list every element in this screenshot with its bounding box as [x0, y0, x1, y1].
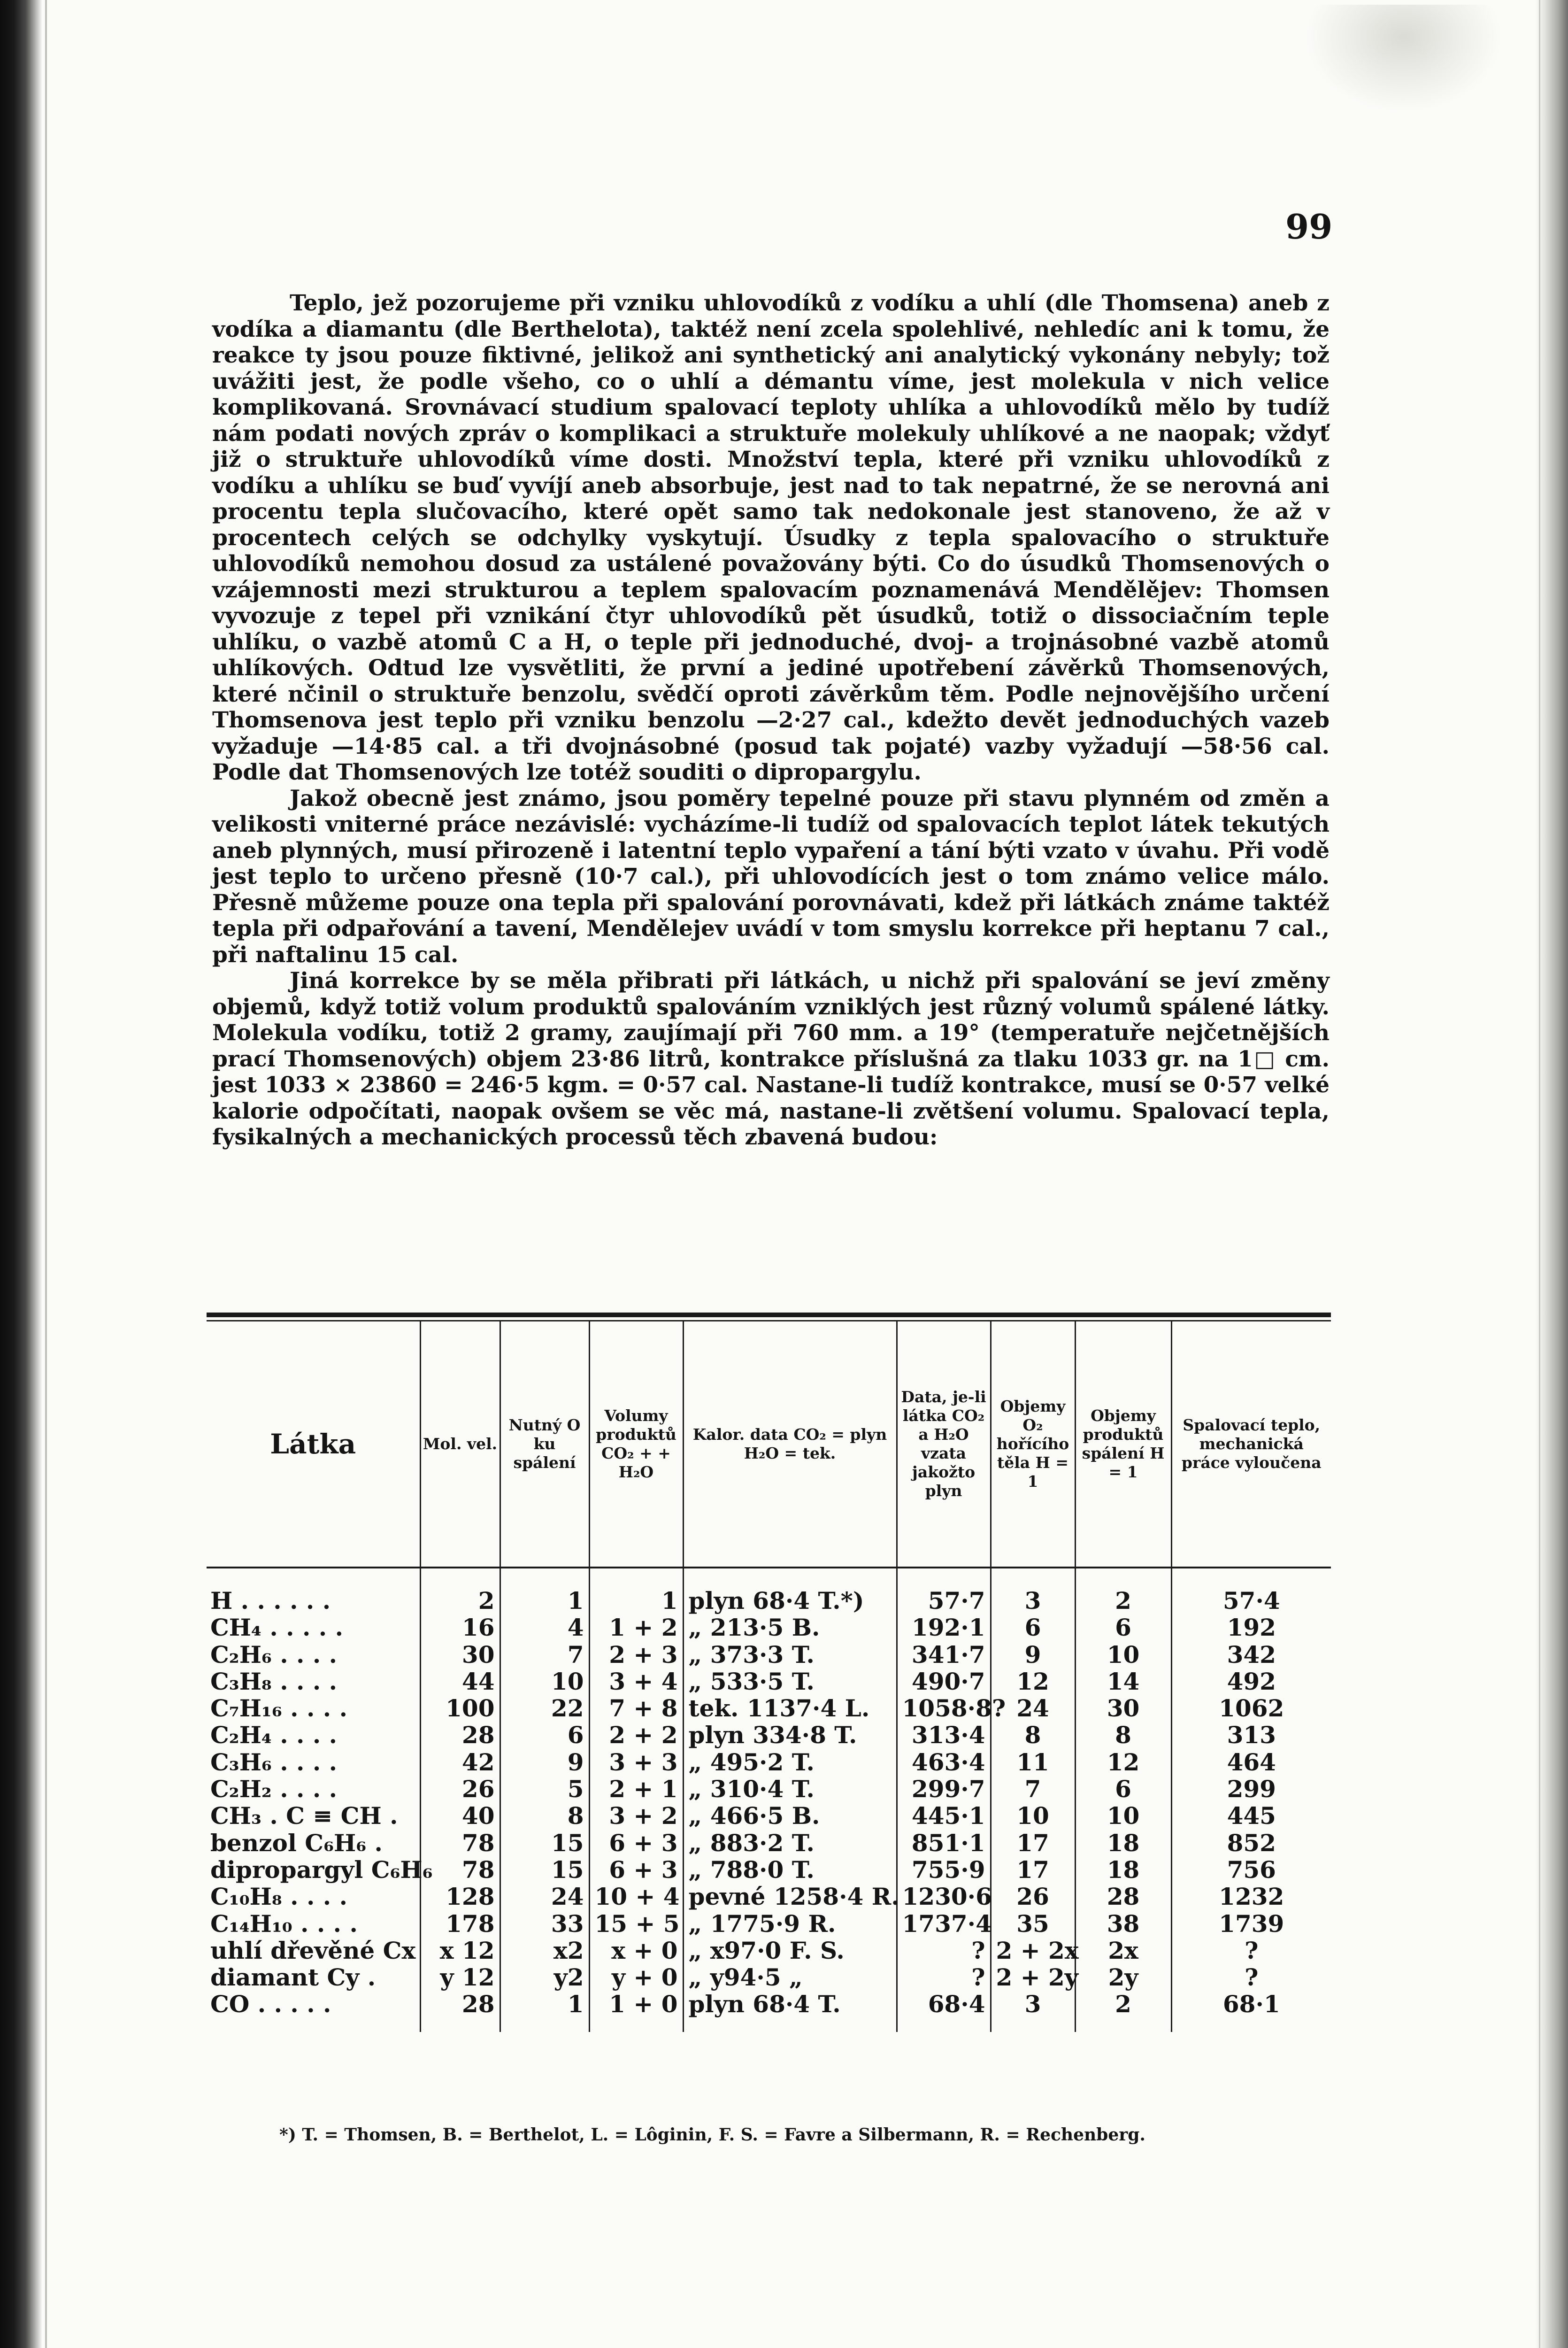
header-objemy-o2: Objemy O₂ hořícího těla H = 1 [991, 1321, 1075, 1568]
cell-zdroj: T. [792, 1748, 815, 1776]
cell-kalor-value: 68·4 [753, 1587, 810, 1614]
cell-spal: 1062 [1171, 1695, 1331, 1722]
cell-mol: 28 [420, 1991, 500, 2031]
table-row [207, 1856, 1331, 1883]
cell-latka: H . . . . . . [210, 1587, 331, 1614]
footnote: *) T. = Thomsen, B. = Berthelot, L. = Lôginin, F. S. = Favre a Silbermann, R. = Rechenberg. [279, 2125, 1145, 2145]
cell-vol: y + 0 [589, 1964, 683, 1991]
header-latka: Látka [270, 1428, 356, 1460]
cell-plyn: 57·7 [897, 1568, 991, 1614]
cell-spal: 313 [1171, 1722, 1331, 1748]
cell-prod: 10 [1075, 1802, 1171, 1829]
cell-spal: 342 [1171, 1641, 1331, 1668]
scan-binding-shadow [0, 0, 42, 2348]
table-row [207, 1883, 1331, 1910]
header-spalovaci-teplo: Spalovací teplo, mechanická práce vyloučena [1171, 1321, 1331, 1568]
cell-kalor [683, 1802, 897, 1829]
cell-zdroj: T. [792, 1829, 815, 1857]
cell-kalor-value: 373·3 [710, 1640, 784, 1668]
cell-latka: C₂H₄ . . . . [210, 1721, 338, 1749]
cell-zdroj: T.*) [818, 1587, 864, 1614]
paragraph-thomsen-berthelot: Teplo, jež pozorujeme při vzniku uhlovodíků z vodíku a uhlí (dle Thomsena) aneb z vodíka a diamantu (dle Berthelota), taktéž není zcela spolehlivé, nehledíc ani k tomu, že reakce ty jsou pouze fiktivné, jelikož ani synthetický ani analytický vykonány nebyly; tož uvážiti jest, že podle všeho, co o uhlí a démantu víme, jest molekula v nich velice komplikovaná. Srovnávací studium spalovací teploty uhlíka a uhlovodíků mělo by tudíž nám podati nových zpráv o komplikaci a struktuře molekuly uhlíkové a ne naopak; vždyť již o struktuře uhlovodíků víme dosti. Množství tepla, které při vzniku uhlovodíků z vodíku a uhlíku se buď vyvíjí aneb absorbuje, jest nad to tak nepatrné, že se nerovná ani procentu tepla slučovacího, které opět samo tak nedokonale jest stanoveno, že až v procentech celých se odchylky vyskytují. Úsudky z tepla spalovacího o struktuře uhlovodíků nemohou dosud za ustálené považovány býti. Co do úsudků Thomsenových o vzájemnosti mezi strukturou a teplem spalovacím poznamenává Mendělějev: Thomsen vyvozuje z tepel při vznikání čtyr uhlovodíků pět úsudků, totiž o dissociačním teple uhlíku, o vazbě atomů C a H, o teple při jednoduché, dvoj- a trojnásobné vazbě atomů uhlíkových. Odtud lze vysvětliti, že první a jediné upotřebení závěrků Thomsenových, které nčinil o struktuře benzolu, svědčí oproti závěrkům těm. Podle nejnovějšího určení Thomsenova jest teplo při vzniku benzolu —2·27 cal., kdežto devět jednoduchých vazeb vyžaduje —14·85 cal. a tři dvojnásobné (posud tak pojaté) vazby vyžadují —58·56 cal. Podle dat Thomsenových lze totéž souditi o dipropargylu. [212, 290, 1330, 785]
cell-vol: 2 + 2 [589, 1722, 683, 1748]
cell-kalor-value: x97·0 [710, 1936, 782, 1964]
header-kalor-data: Kalor. data CO₂ = plyn H₂O = tek. [683, 1321, 897, 1568]
cell-kalor [683, 1695, 897, 1722]
cell-plyn: 192·1 [897, 1614, 991, 1641]
table-row [207, 1668, 1331, 1695]
cell-zdroj: T. [834, 1721, 857, 1749]
cell-stav: pevné [688, 1883, 766, 1911]
cell-o2: 7 [991, 1776, 1075, 1802]
data-table [207, 1321, 1331, 2032]
cell-mol: 40 [420, 1802, 500, 1829]
cell-spal: 68·1 [1171, 1991, 1331, 2031]
cell-mol: 26 [420, 1776, 500, 1802]
cell-plyn: 299·7 [897, 1776, 991, 1802]
cell-o: 24 [500, 1883, 589, 1910]
table-row [207, 1802, 1331, 1829]
cell-mol: 30 [420, 1641, 500, 1668]
cell-plyn: 755·9 [897, 1856, 991, 1883]
header-data-plyn: Data, je-li látka CO₂ a H₂O vzata jakožto plyn [897, 1321, 991, 1568]
cell-mol: 128 [420, 1883, 500, 1910]
cell-o2: 3 [991, 1991, 1075, 2031]
cell-latka: diamant Cy . [210, 1963, 376, 1992]
cell-zdroj: T. [792, 1775, 815, 1803]
cell-vol: x + 0 [589, 1937, 683, 1964]
cell-o2: 6 [991, 1614, 1075, 1641]
cell-latka: uhlí dřevěné Cx [210, 1936, 416, 1964]
cell-plyn: 1230·6 [897, 1883, 991, 1910]
cell-mol: x 12 [420, 1937, 500, 1964]
table-body [207, 1568, 1331, 2032]
cell-prod: 28 [1075, 1883, 1171, 1910]
cell-prod: 18 [1075, 1830, 1171, 1856]
cell-zdroj: T. [818, 1990, 841, 2018]
header-volumy-produktu: Volumy produktů CO₂ + + H₂O [589, 1321, 683, 1568]
cell-zdroj: B. [792, 1802, 820, 1830]
cell-latka: C₁₀H₈ . . . . [210, 1883, 347, 1911]
cell-stav: „ [688, 1855, 702, 1884]
cell-prod: 38 [1075, 1910, 1171, 1937]
cell-vol: 3 + 2 [589, 1802, 683, 1829]
cell-zdroj: B. [792, 1614, 820, 1642]
cell-kalor-value: y94·5 [710, 1963, 781, 1992]
cell-o2: 12 [991, 1668, 1075, 1695]
table-row [207, 1991, 1331, 2031]
cell-o: 1 [500, 1991, 589, 2031]
table-row [207, 1776, 1331, 1802]
cell-spal: 756 [1171, 1856, 1331, 1883]
cell-stav: „ [688, 1909, 702, 1938]
header-nutny-o: Nutný O ku spálení [500, 1321, 589, 1568]
cell-kalor-value: 1137·4 [746, 1694, 837, 1722]
cell-o2: 2 + 2y [991, 1964, 1075, 1991]
cell-spal: 1232 [1171, 1883, 1331, 1910]
cell-plyn: 68·4 [897, 1991, 991, 2031]
cell-o2: 17 [991, 1856, 1075, 1883]
cell-kalor-value: 1775·9 [710, 1909, 800, 1938]
cell-o2: 3 [991, 1568, 1075, 1614]
cell-vol: 1 [589, 1568, 683, 1614]
cell-spal: ? [1171, 1937, 1331, 1964]
cell-prod: 8 [1075, 1722, 1171, 1748]
paragraph-volume-correction: Jiná korrekce by se měla přibrati při látkách, u nichž při spalování se jeví změny objemů, když totiž volum produktů spalováním vzniklých jest různý volumů spálené látky. Molekula vodíku, totiž 2 gramy, zaujímají při 760 mm. a 19° (temperatuře nejčetnějších prací Thomsenových) objem 23·86 litrů, kontrakce příslušná za tlaku 1033 gr. na 1□ cm. jest 1033 × 23860 = 246·5 kgm. = 0·57 cal. Nastane-li tudíž kontrakce, musí se 0·57 velké kalorie odpočítati, naopak ovšem se věc má, nastane-li zvětšení volumu. Spalovací tepla, fysikalných a mechanických processů těch zbavená budou: [212, 968, 1330, 1150]
cell-mol: 44 [420, 1668, 500, 1695]
cell-latka: C₂H₆ . . . . [210, 1640, 338, 1668]
cell-latka: C₇H₁₆ . . . . [210, 1694, 347, 1722]
cell-latka: dipropargyl C₆H₆ [210, 1855, 433, 1884]
cell-latka: C₃H₆ . . . . [210, 1748, 338, 1776]
cell-spal: 492 [1171, 1668, 1331, 1695]
cell-spal: 1739 [1171, 1910, 1331, 1937]
cell-kalor-value: 213·5 [710, 1614, 784, 1642]
cell-o: 8 [500, 1802, 589, 1829]
cell-spal: 852 [1171, 1830, 1331, 1856]
cell-stav: „ [688, 1802, 702, 1830]
cell-plyn: 463·4 [897, 1749, 991, 1776]
cell-o: y2 [500, 1964, 589, 1991]
cell-stav: „ [688, 1667, 702, 1695]
cell-kalor [683, 1910, 897, 1937]
cell-kalor [683, 1883, 897, 1910]
cell-prod: 2 [1075, 1991, 1171, 2031]
cell-mol: y 12 [420, 1964, 500, 1991]
cell-kalor-value: 533·5 [710, 1667, 784, 1695]
cell-plyn: 851·1 [897, 1830, 991, 1856]
combustion-table [207, 1313, 1331, 2032]
cell-stav: „ [688, 1640, 702, 1668]
cell-stav: plyn [688, 1990, 745, 2018]
cell-o: 10 [500, 1668, 589, 1695]
cell-prod: 30 [1075, 1695, 1171, 1722]
cell-kalor [683, 1749, 897, 1776]
cell-o: 15 [500, 1830, 589, 1856]
cell-prod: 2x [1075, 1937, 1171, 1964]
table-row [207, 1722, 1331, 1748]
cell-zdroj: T. [792, 1855, 815, 1884]
cell-o2: 17 [991, 1830, 1075, 1856]
cell-latka: C₂H₂ . . . . [210, 1775, 338, 1803]
cell-kalor [683, 1830, 897, 1856]
cell-vol: 6 + 3 [589, 1856, 683, 1883]
header-mol-vel: Mol. vel. [420, 1321, 500, 1568]
cell-o2: 2 + 2x [991, 1937, 1075, 1964]
cell-mol: 28 [420, 1722, 500, 1748]
cell-kalor [683, 1568, 897, 1614]
cell-o: 7 [500, 1641, 589, 1668]
cell-kalor [683, 1964, 897, 1991]
cell-vol: 7 + 8 [589, 1695, 683, 1722]
cell-stav: plyn [688, 1721, 745, 1749]
cell-o2: 11 [991, 1749, 1075, 1776]
cell-kalor-value: 334·8 [753, 1721, 826, 1749]
cell-zdroj: R. [808, 1909, 836, 1938]
cell-stav: „ [688, 1963, 702, 1992]
table-row [207, 1964, 1331, 1991]
cell-plyn: ? [897, 1964, 991, 1991]
table-row [207, 1910, 1331, 1937]
cell-vol: 1 + 0 [589, 1991, 683, 2031]
cell-spal: 192 [1171, 1614, 1331, 1641]
cell-stav: „ [688, 1936, 702, 1964]
cell-kalor-value: 68·4 [753, 1990, 810, 2018]
paper-stain [1305, 5, 1502, 113]
cell-prod: 18 [1075, 1856, 1171, 1883]
cell-latka: C₁₄H₁₀ . . . . [210, 1909, 358, 1938]
cell-mol: 16 [420, 1614, 500, 1641]
paragraph-latent-heat: Jakož obecně jest známo, jsou poměry tepelné pouze při stavu plynném od změn a velikosti vniterné práce nezávislé: vycházíme-li tudíž od spalovacích teplot látek tekutých aneb plynných, musí přirozeně i latentní teplo vypaření a tání býti vzato v úvahu. Při vodě jest teplo to určeno přesně (10·7 cal.), při uhlovodících jest o tom známo velice málo. Přesně můžeme pouze ona tepla při spalování porovnávati, kdež při látkách známe taktéž tepla při odpařování a tavení, Mendělejev uvádí v tom smyslu korrekce při heptanu 7 cal., při naftalinu 15 cal. [212, 785, 1330, 968]
cell-plyn: 445·1 [897, 1802, 991, 1829]
cell-latka: benzol C₆H₆ . [210, 1829, 383, 1857]
cell-kalor-value: 495·2 [710, 1748, 784, 1776]
cell-kalor-value: 310·4 [710, 1775, 784, 1803]
cell-zdroj: F. S. [789, 1936, 845, 1964]
table-row [207, 1641, 1331, 1668]
cell-o: 9 [500, 1749, 589, 1776]
cell-kalor [683, 1856, 897, 1883]
cell-prod: 2 [1075, 1568, 1171, 1614]
cell-spal: 299 [1171, 1776, 1331, 1802]
cell-prod: 6 [1075, 1614, 1171, 1641]
cell-stav: plyn [688, 1587, 745, 1614]
cell-o2: 35 [991, 1910, 1075, 1937]
cell-zdroj: „ [789, 1963, 803, 1992]
table-top-rule [207, 1313, 1331, 1317]
body-text [212, 290, 1330, 1151]
cell-zdroj: T. [792, 1640, 815, 1668]
cell-kalor [683, 1937, 897, 1964]
table-row [207, 1695, 1331, 1722]
cell-prod: 2y [1075, 1964, 1171, 1991]
cell-o: 15 [500, 1856, 589, 1883]
cell-mol: 42 [420, 1749, 500, 1776]
table-row [207, 1614, 1331, 1641]
cell-o2: 24 [991, 1695, 1075, 1722]
cell-o2: 8 [991, 1722, 1075, 1748]
scan-right-edge-line [1539, 0, 1540, 2348]
scan-edge-line [45, 0, 47, 2348]
page-number: 99 [1285, 207, 1333, 247]
table-row [207, 1749, 1331, 1776]
cell-prod: 6 [1075, 1776, 1171, 1802]
cell-o: x2 [500, 1937, 589, 1964]
cell-plyn: 341·7 [897, 1641, 991, 1668]
cell-latka: CH₃ . C ≡ CH . [210, 1802, 398, 1830]
cell-o2: 10 [991, 1802, 1075, 1829]
cell-vol: 6 + 3 [589, 1830, 683, 1856]
cell-mol: 78 [420, 1856, 500, 1883]
cell-o2: 9 [991, 1641, 1075, 1668]
cell-spal: ? [1171, 1964, 1331, 1991]
cell-prod: 12 [1075, 1749, 1171, 1776]
cell-o: 33 [500, 1910, 589, 1937]
cell-vol: 10 + 4 [589, 1883, 683, 1910]
cell-spal: 57·4 [1171, 1568, 1331, 1614]
cell-vol: 2 + 1 [589, 1776, 683, 1802]
table-row [207, 1568, 1331, 1614]
table-row [207, 1830, 1331, 1856]
cell-o: 22 [500, 1695, 589, 1722]
cell-plyn: 1737·4 [897, 1910, 991, 1937]
cell-spal: 445 [1171, 1802, 1331, 1829]
table-header-row [207, 1321, 1331, 1568]
cell-prod: 14 [1075, 1668, 1171, 1695]
cell-vol: 3 + 3 [589, 1749, 683, 1776]
cell-zdroj: L. [845, 1694, 870, 1722]
cell-kalor-value: 788·0 [710, 1855, 784, 1884]
cell-kalor [683, 1991, 897, 2031]
cell-kalor [683, 1776, 897, 1802]
cell-latka: C₃H₈ . . . . [210, 1667, 338, 1695]
cell-stav: „ [688, 1829, 702, 1857]
cell-plyn: 490·7 [897, 1668, 991, 1695]
cell-vol: 15 + 5 [589, 1910, 683, 1937]
cell-plyn: ? [897, 1937, 991, 1964]
cell-vol: 3 + 4 [589, 1668, 683, 1695]
cell-zdroj: R. [871, 1883, 899, 1911]
cell-vol: 1 + 2 [589, 1614, 683, 1641]
table-row [207, 1937, 1331, 1964]
cell-latka: CO . . . . . [210, 1990, 331, 2018]
cell-kalor [683, 1614, 897, 1641]
cell-zdroj: T. [792, 1667, 815, 1695]
cell-o: 1 [500, 1568, 589, 1614]
cell-o: 5 [500, 1776, 589, 1802]
cell-latka: CH₄ . . . . . [210, 1614, 344, 1642]
cell-stav: „ [688, 1775, 702, 1803]
cell-stav: „ [688, 1748, 702, 1776]
cell-mol: 100 [420, 1695, 500, 1722]
cell-plyn: 1058·8? [897, 1695, 991, 1722]
cell-kalor [683, 1641, 897, 1668]
cell-mol: 78 [420, 1830, 500, 1856]
cell-prod: 10 [1075, 1641, 1171, 1668]
cell-mol: 178 [420, 1910, 500, 1937]
cell-kalor [683, 1722, 897, 1748]
cell-o: 4 [500, 1614, 589, 1641]
cell-stav: tek. [688, 1694, 739, 1722]
cell-kalor-value: 466·5 [710, 1802, 784, 1830]
cell-kalor-value: 883·2 [710, 1829, 784, 1857]
cell-kalor [683, 1668, 897, 1695]
cell-o: 6 [500, 1722, 589, 1748]
cell-plyn: 313·4 [897, 1722, 991, 1748]
cell-mol: 2 [420, 1568, 500, 1614]
cell-kalor-value: 1258·4 [773, 1883, 864, 1911]
cell-spal: 464 [1171, 1749, 1331, 1776]
header-objemy-produktu: Objemy produktů spálení H = 1 [1075, 1321, 1171, 1568]
cell-vol: 2 + 3 [589, 1641, 683, 1668]
cell-o2: 26 [991, 1883, 1075, 1910]
cell-stav: „ [688, 1614, 702, 1642]
